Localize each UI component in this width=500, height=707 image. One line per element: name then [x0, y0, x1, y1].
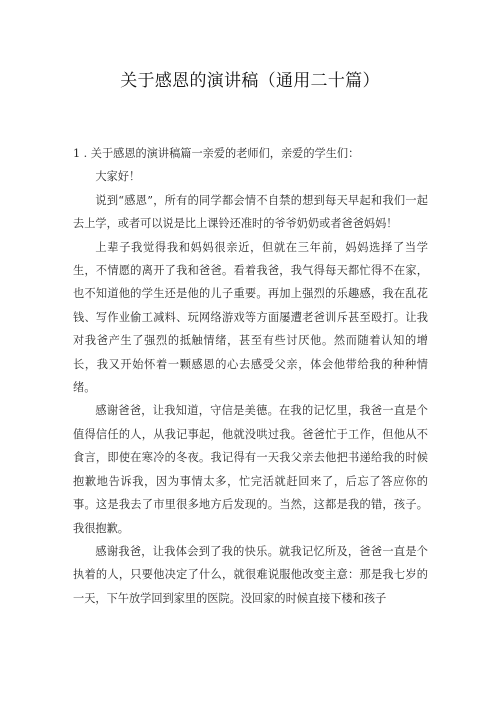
document-body [73, 142, 428, 610]
page-title: 关于感恩的演讲稿（通用二十篇） [120, 71, 380, 91]
paragraph: 感谢爸爸，让我知道，守信是美德。在我的记忆里，我爸一直是个值得信任的人，从我记事起，他就没哄过我。爸爸忙于工作，但他从不食言，即使在寒冷的冬夜。我记得有一天我父亲去他把书递给我的时候抱歉地告诉我，因为事情太多，忙完活就赶回来了，后忘了答应你的事。这是我去了市里很多地方后发现的。当然，这都是我的错，孩子。我很抱歉。 [73, 404, 428, 535]
paragraph-heading: 1 . 关于感恩的演讲稿篇一亲爱的老师们，亲爱的学生们： [73, 147, 360, 160]
paragraph: 上辈子我觉得我和妈妈很亲近，但就在三年前，妈妈选择了当学生，不情愿的离开了我和爸爸。看着我爸，我气得每天都忙得不在家，也不知道他的学生还是他的儿子重要。再加上强烈的乐趣感，我在乱花钱、写作业偷工减料、玩网络游戏等方面屡遭老爸训斥甚至殴打。让我对我爸产生了强烈的抵触情绪，甚至有些讨厌他。然而随着认知的增长，我又开始怀着一颗感恩的心去感受父亲，体会他带给我的种种情绪。 [73, 240, 428, 395]
paragraph: 感谢我爸，让我体会到了我的快乐。就我记忆所及，爸爸一直是个执着的人，只要他决定了什么，就很难说服他改变主意：那是我七岁的一天，下午放学回到家里的医院。没回家的时候直接下楼和孩子 [73, 544, 428, 605]
paragraph-greeting: 大家好！ [95, 170, 141, 184]
paragraph: 说到“感恩”，所有的同学都会情不自禁的想到每天早起和我们一起去上学，或者可以说是比上课铃还准时的爷爷奶奶或者爸爸妈妈！ [73, 193, 428, 231]
